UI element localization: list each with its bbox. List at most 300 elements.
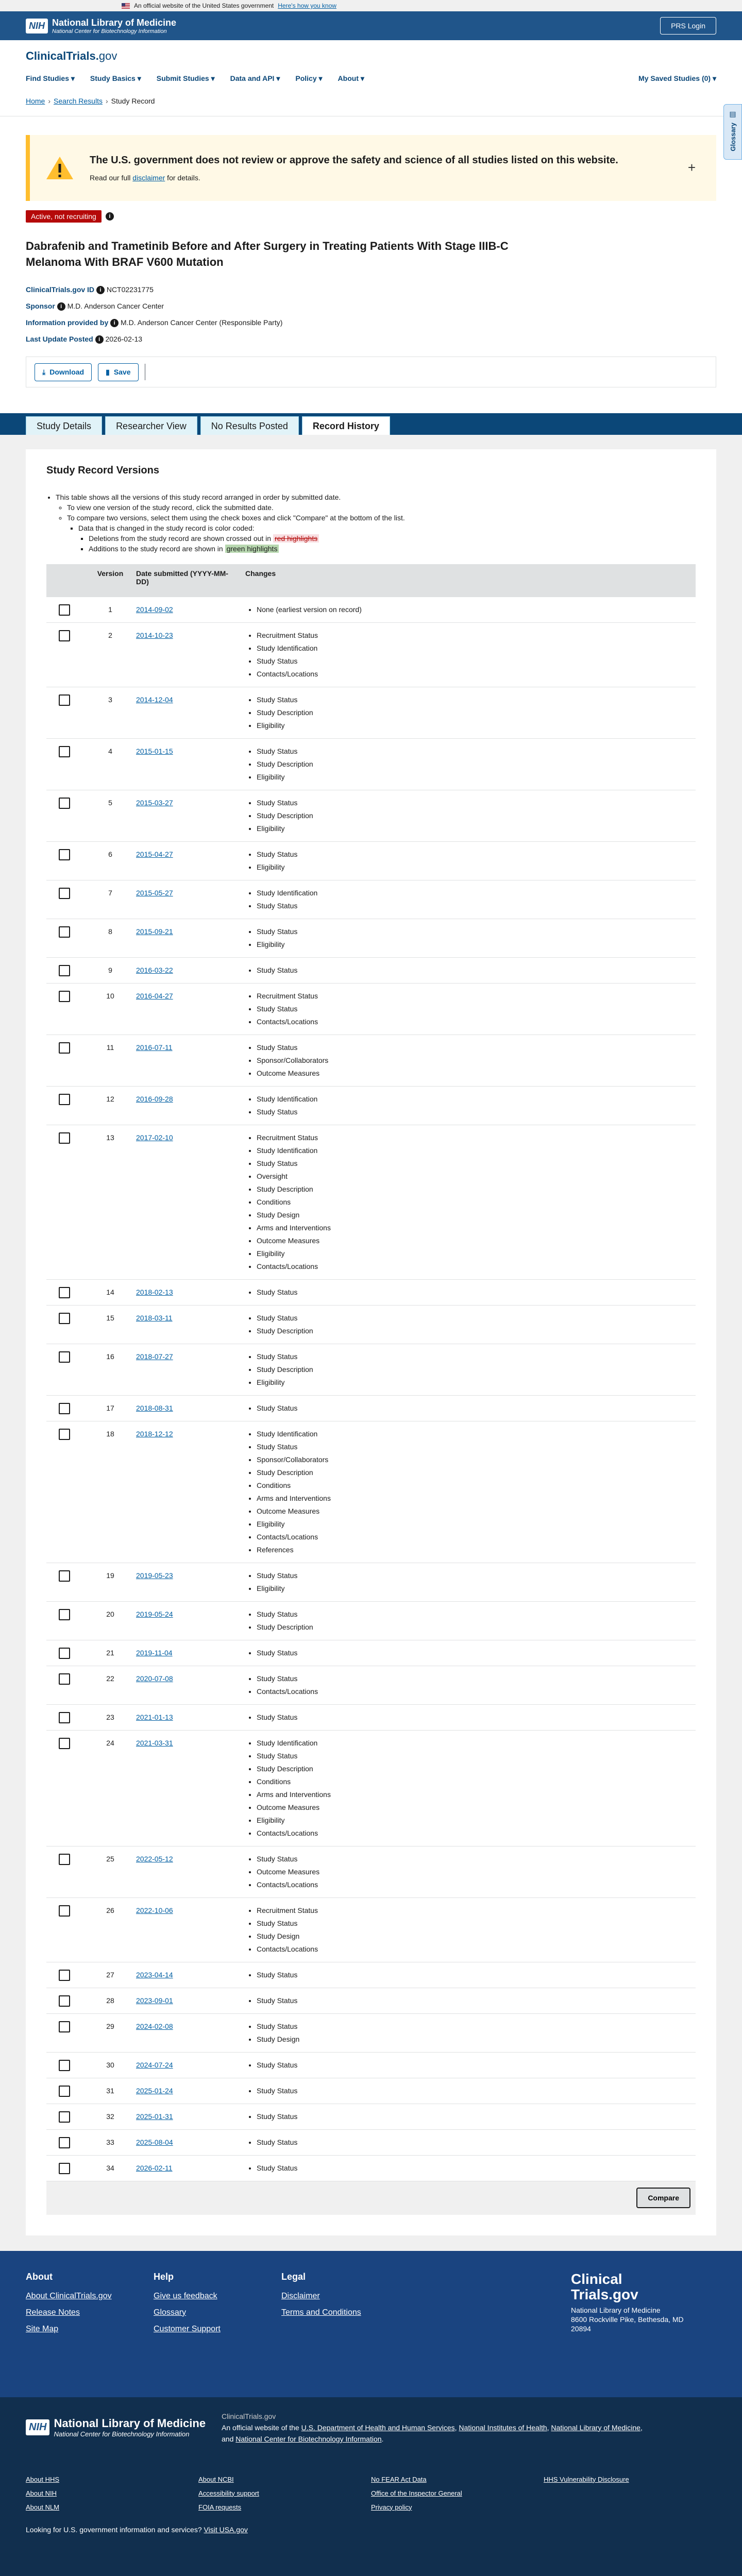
change-item: • Study Status	[257, 1672, 692, 1685]
table-row	[46, 622, 696, 687]
version-date-link[interactable]: 2022-05-12	[136, 1855, 173, 1863]
date-cell	[132, 1305, 241, 1344]
warning-icon	[45, 156, 74, 180]
footer-heading: About	[26, 2272, 154, 2282]
changes-cell	[241, 1846, 696, 1897]
nih-logo[interactable]	[26, 18, 176, 35]
version-checkbox[interactable]	[59, 965, 70, 976]
date-cell	[132, 1125, 241, 1279]
change-item: • Study Status	[257, 2084, 692, 2097]
change-item: • Study Status	[257, 925, 692, 938]
date-cell	[132, 1704, 241, 1730]
change-item: • Recruitment Status	[257, 1131, 692, 1144]
disclaimer-link[interactable]: disclaimer	[132, 174, 165, 182]
change-item: • Study Status	[257, 655, 692, 668]
ncbi-link[interactable]: National Center for Biotechnology Information	[235, 2435, 381, 2443]
checkbox-cell	[46, 597, 89, 622]
version-date-link[interactable]: 2014-09-02	[136, 605, 173, 614]
version-checkbox[interactable]	[59, 1132, 70, 1144]
table-row	[46, 1279, 696, 1305]
nav-about[interactable]: About ▾	[338, 74, 364, 83]
changes-cell	[241, 2052, 696, 2078]
versions-table-body	[46, 597, 696, 2181]
change-item: • Eligibility	[257, 1518, 692, 1531]
table-row	[46, 1897, 696, 1962]
version-checkbox[interactable]	[59, 1712, 70, 1723]
nih-nlm-logo[interactable]	[26, 2411, 206, 2445]
change-item: • Study Status	[257, 2059, 692, 2072]
change-item: • Eligibility	[257, 1247, 692, 1260]
change-item: • Study Description	[257, 706, 692, 719]
footer-link[interactable]: No FEAR Act Data	[371, 2476, 544, 2483]
nav-find-studies[interactable]: Find Studies ▾	[26, 74, 75, 83]
note: ◦ To compare two versions, select them using the check boxes and click "Compare" at the bottom of the list. ▪ Data that is changed in the study record is color coded: ▪ Deletions from the study record are shown crossed out in red highlights ▪ Additions to the study record are shown in green highlights	[67, 513, 696, 554]
version-date-link[interactable]: 2024-02-08	[136, 2022, 173, 2030]
version-date-link[interactable]: 2018-12-12	[136, 1430, 173, 1438]
footer-link[interactable]: FOIA requests	[198, 2503, 371, 2511]
version-checkbox[interactable]	[59, 2137, 70, 2148]
nih-link[interactable]: National Institutes of Health	[459, 2424, 547, 2432]
version-checkbox[interactable]	[59, 926, 70, 938]
change-item: • Study Status	[257, 1402, 692, 1415]
status-badge: Active, not recruiting	[26, 210, 102, 223]
version-checkbox[interactable]	[59, 1609, 70, 1620]
hhs-link[interactable]: U.S. Department of Health and Human Services	[301, 2424, 455, 2432]
green-highlight-sample: green highlights	[225, 545, 279, 553]
change-item: • Study Identification	[257, 1144, 692, 1157]
change-item: • Oversight	[257, 1170, 692, 1183]
version-checkbox[interactable]	[59, 1287, 70, 1298]
change-item: • Outcome Measures	[257, 1505, 692, 1518]
table-row	[46, 1421, 696, 1563]
change-item: • Study Description	[257, 1466, 692, 1479]
change-item: • Conditions	[257, 1196, 692, 1209]
footer-link[interactable]: Glossary	[154, 2308, 281, 2317]
tab-record-history[interactable]: Record History	[302, 416, 390, 435]
version-number: 12	[89, 1086, 132, 1125]
agency-links	[26, 2476, 716, 2517]
changes-cell	[241, 1897, 696, 1962]
version-number: 8	[89, 919, 132, 957]
version-number: 21	[89, 1640, 132, 1666]
checkbox-cell	[46, 1086, 89, 1125]
date-cell	[132, 1344, 241, 1395]
version-date-link[interactable]: 2016-04-27	[136, 992, 173, 1000]
version-checkbox[interactable]	[59, 1673, 70, 1685]
alert-text: Read our full disclaimer for details.	[90, 174, 618, 182]
change-item: • Study Status	[257, 1994, 692, 2007]
version-number: 16	[89, 1344, 132, 1395]
version-checkbox[interactable]	[59, 1738, 70, 1749]
checkbox-cell	[46, 622, 89, 687]
version-number: 24	[89, 1730, 132, 1846]
version-checkbox[interactable]	[59, 2021, 70, 2032]
footer-link[interactable]: About HHS	[26, 2476, 198, 2483]
sponsor-value: M.D. Anderson Cancer Center	[68, 302, 164, 310]
version-checkbox[interactable]	[59, 1648, 70, 1659]
footer-link[interactable]: Disclaimer	[281, 2292, 409, 2301]
date-cell	[132, 1601, 241, 1640]
change-item: • Sponsor/Collaborators	[257, 1054, 692, 1067]
changes-cell	[241, 790, 696, 841]
ncbi-subtitle: National Center for Biotechnology Information	[54, 2430, 206, 2438]
version-checkbox[interactable]	[59, 2111, 70, 2123]
changes-cell	[241, 1563, 696, 1601]
and-text: and	[222, 2435, 235, 2443]
tab-no-results-posted[interactable]: No Results Posted	[200, 416, 299, 435]
version-date-link[interactable]: 2018-08-31	[136, 1404, 173, 1412]
changes-cell	[241, 880, 696, 919]
download-button[interactable]: ⤓ Download	[35, 363, 92, 381]
version-date-link[interactable]: 2017-02-10	[136, 1133, 173, 1142]
version-number: 10	[89, 983, 132, 1035]
change-item: • Study Status	[257, 1440, 692, 1453]
version-checkbox[interactable]	[59, 1854, 70, 1865]
download-icon: ⤓	[42, 368, 45, 377]
checkbox-cell	[46, 2013, 89, 2052]
change-item: • Outcome Measures	[257, 1067, 692, 1080]
version-checkbox[interactable]	[59, 1042, 70, 1054]
table-row	[46, 880, 696, 919]
version-checkbox[interactable]	[59, 1429, 70, 1440]
study-tabs	[0, 413, 742, 435]
checkbox-cell	[46, 1988, 89, 2013]
change-item: • Study Status	[257, 796, 692, 809]
tab-study-details[interactable]: Study Details	[26, 416, 102, 435]
version-date-link[interactable]: 2020-07-08	[136, 1674, 173, 1683]
change-item: • Study Description	[257, 1762, 692, 1775]
change-item: • Study Status	[257, 1917, 692, 1930]
site-name: ClinicalTrials.gov	[222, 2411, 643, 2422]
date-cell	[132, 1563, 241, 1601]
version-date-link[interactable]: 2025-01-31	[136, 2112, 173, 2121]
site-header	[0, 40, 742, 116]
version-date-link[interactable]: 2015-03-27	[136, 799, 173, 807]
sponsor-label: Sponsor	[26, 302, 55, 310]
note: ◦ To view one version of the study record, click the submitted date.	[67, 502, 696, 513]
ct-logo[interactable]	[26, 49, 716, 63]
change-item: • Study Status	[257, 1003, 692, 1015]
version-date-link[interactable]: 2016-07-11	[136, 1043, 173, 1052]
brand-tail: gov	[99, 49, 117, 62]
version-checkbox[interactable]	[59, 2086, 70, 2097]
version-number: 13	[89, 1125, 132, 1279]
gov-banner-text: An official website of the United States government	[134, 2, 274, 9]
footer-col-about	[26, 2272, 154, 2341]
change-item: • Contacts/Locations	[257, 668, 692, 681]
version-checkbox[interactable]	[59, 1094, 70, 1105]
study-title: Dabrafenib and Trametinib Before and After Surgery in Treating Patients With Stage IIIB-C Melanoma With BRAF V600 Mutation	[26, 238, 562, 270]
site-footer	[0, 2251, 742, 2397]
version-number: 31	[89, 2078, 132, 2104]
version-date-link[interactable]: 2021-01-13	[136, 1713, 173, 1721]
version-date-link[interactable]: 2025-08-04	[136, 2138, 173, 2146]
change-item: • Study Description	[257, 1325, 692, 1337]
date-cell	[132, 1421, 241, 1563]
changes-cell	[241, 2013, 696, 2052]
agency-footer	[0, 2397, 742, 2576]
change-item: • Contacts/Locations	[257, 1531, 692, 1544]
version-checkbox[interactable]	[59, 991, 70, 1002]
table-row	[46, 738, 696, 790]
history-notes	[46, 492, 696, 554]
change-item: • Study Status	[257, 1608, 692, 1621]
changes-column-header: Changes	[241, 564, 696, 597]
version-checkbox[interactable]	[59, 694, 70, 706]
version-checkbox[interactable]	[59, 1995, 70, 2007]
nav-submit-studies[interactable]: Submit Studies ▾	[157, 74, 215, 83]
version-number: 6	[89, 841, 132, 880]
table-row	[46, 2052, 696, 2078]
change-item: • Study Description	[257, 1621, 692, 1634]
nav-data-api[interactable]: Data and API ▾	[230, 74, 280, 83]
change-item: • Eligibility	[257, 771, 692, 784]
changes-cell	[241, 983, 696, 1035]
table-row	[46, 841, 696, 880]
date-cell	[132, 687, 241, 738]
breadcrumb-search-results[interactable]: Search Results	[54, 97, 103, 105]
footer-col-help	[154, 2272, 281, 2341]
version-checkbox[interactable]	[59, 888, 70, 899]
change-item: • Study Identification	[257, 1093, 692, 1106]
date-cell	[132, 738, 241, 790]
date-cell	[132, 1846, 241, 1897]
change-item: • Eligibility	[257, 861, 692, 874]
change-item: • Arms and Interventions	[257, 1492, 692, 1505]
version-date-link[interactable]: 2023-04-14	[136, 1971, 173, 1979]
change-item: • Arms and Interventions	[257, 1222, 692, 1234]
version-number: 29	[89, 2013, 132, 2052]
study-meta	[26, 281, 716, 347]
change-item: • Outcome Measures	[257, 1234, 692, 1247]
footer-link[interactable]: About ClinicalTrials.gov	[26, 2292, 154, 2301]
change-item: • Study Status	[257, 1106, 692, 1118]
change-item: • Sponsor/Collaborators	[257, 1453, 692, 1466]
agency-info: ClinicalTrials.gov An official website of the U.S. Department of Health and Human Services, National Institutes of Health, National Library of Medicine, and National Center for Biotechnology Information.	[222, 2411, 643, 2445]
version-checkbox[interactable]	[59, 2060, 70, 2071]
footer-heading: Help	[154, 2272, 281, 2282]
version-checkbox[interactable]	[59, 746, 70, 757]
version-number: 26	[89, 1897, 132, 1962]
compare-bar	[46, 2181, 696, 2215]
version-date-link[interactable]: 2021-03-31	[136, 1739, 173, 1747]
checkbox-cell	[46, 880, 89, 919]
breadcrumb-current: Study Record	[111, 97, 155, 105]
breadcrumb-home[interactable]: Home	[26, 97, 45, 105]
checkbox-cell	[46, 1125, 89, 1279]
change-item: • Outcome Measures	[257, 1801, 692, 1814]
nav-policy[interactable]: Policy ▾	[295, 74, 322, 83]
ncbi-subtitle: National Center for Biotechnology Information	[52, 28, 176, 35]
checkbox-cell	[46, 1563, 89, 1601]
version-checkbox[interactable]	[59, 630, 70, 641]
change-item: • Contacts/Locations	[257, 1827, 692, 1840]
version-number: 19	[89, 1563, 132, 1601]
checkbox-cell	[46, 2129, 89, 2155]
footer-link[interactable]: Privacy policy	[371, 2503, 544, 2511]
version-checkbox[interactable]	[59, 2163, 70, 2174]
version-date-link[interactable]: 2016-09-28	[136, 1095, 173, 1103]
book-icon: ▤	[729, 110, 736, 118]
checkbox-cell	[46, 1704, 89, 1730]
change-item: • Recruitment Status	[257, 990, 692, 1003]
version-checkbox[interactable]	[59, 1313, 70, 1324]
checkbox-cell	[46, 957, 89, 983]
note: ▪ Additions to the study record are shown in green highlights	[89, 544, 696, 554]
change-item: • Study Status	[257, 848, 692, 861]
change-item: • Study Status	[257, 900, 692, 912]
table-row	[46, 1035, 696, 1086]
version-date-link[interactable]: 2018-03-11	[136, 1314, 173, 1322]
table-row	[46, 790, 696, 841]
checkbox-cell	[46, 2155, 89, 2181]
version-checkbox[interactable]	[59, 1970, 70, 1981]
table-row	[46, 1125, 696, 1279]
glossary-tab[interactable]	[723, 104, 742, 160]
table-row	[46, 1962, 696, 1988]
version-date-link[interactable]: 2026-02-11	[136, 2164, 173, 2172]
info-icon[interactable]: i	[106, 212, 114, 221]
bookmark-icon: ▮	[106, 368, 110, 377]
version-date-link[interactable]: 2019-11-04	[136, 1649, 173, 1657]
version-date-link[interactable]: 2022-10-06	[136, 1906, 173, 1914]
version-checkbox[interactable]	[59, 1403, 70, 1414]
version-date-link[interactable]: 2015-05-27	[136, 889, 173, 897]
version-date-link[interactable]: 2023-09-01	[136, 1996, 173, 2005]
change-item: • Study Status	[257, 1647, 692, 1659]
info-icon[interactable]: i	[96, 286, 105, 294]
checkbox-cell	[46, 2078, 89, 2104]
table-row	[46, 1988, 696, 2013]
nlm-link[interactable]: National Library of Medicine	[551, 2424, 640, 2432]
footer-link[interactable]: About NLM	[26, 2503, 198, 2511]
change-item: • Study Status	[257, 1350, 692, 1363]
date-cell	[132, 1395, 241, 1421]
nav-saved-studies[interactable]: My Saved Studies (0) ▾	[638, 74, 716, 83]
checkbox-cell	[46, 687, 89, 738]
footer-link[interactable]: Terms and Conditions	[281, 2308, 409, 2317]
info-icon[interactable]: i	[110, 319, 119, 327]
version-number: 28	[89, 1988, 132, 2013]
info-icon[interactable]: i	[57, 302, 65, 311]
table-row	[46, 1086, 696, 1125]
version-number: 27	[89, 1962, 132, 1988]
version-date-link[interactable]: 2019-05-24	[136, 1610, 173, 1618]
info-icon[interactable]: i	[95, 335, 104, 344]
version-number: 34	[89, 2155, 132, 2181]
checkbox-cell	[46, 1395, 89, 1421]
change-item: • Study Status	[257, 1853, 692, 1866]
version-checkbox[interactable]	[59, 604, 70, 616]
table-row	[46, 1730, 696, 1846]
footer-link[interactable]: About NIH	[26, 2489, 198, 2497]
footer-heading: Legal	[281, 2272, 409, 2282]
footer-address-1: National Library of Medicine	[571, 2306, 684, 2315]
change-item: • Study Identification	[257, 1737, 692, 1750]
table-row	[46, 1666, 696, 1704]
change-item: • Study Status	[257, 1969, 692, 1981]
versions-table	[46, 564, 696, 2181]
version-number: 11	[89, 1035, 132, 1086]
change-item: • Study Status	[257, 1041, 692, 1054]
version-date-link[interactable]: 2019-05-23	[136, 1571, 173, 1580]
change-item: • Contacts/Locations	[257, 1260, 692, 1273]
footer-link[interactable]: HHS Vulnerability Disclosure	[544, 2476, 716, 2483]
checkbox-cell	[46, 1962, 89, 1988]
version-checkbox[interactable]	[59, 849, 70, 860]
checkbox-cell	[46, 1421, 89, 1563]
footer-link[interactable]: Office of the Inspector General	[371, 2489, 544, 2497]
date-cell	[132, 790, 241, 841]
change-item: • Study Status	[257, 2162, 692, 2175]
footer-link[interactable]: Give us feedback	[154, 2292, 281, 2301]
us-flag-icon	[122, 3, 130, 9]
change-item: • Study Status	[257, 1286, 692, 1299]
date-cell	[132, 1035, 241, 1086]
checkbox-cell	[46, 1305, 89, 1344]
checkbox-cell	[46, 841, 89, 880]
change-item: • References	[257, 1544, 692, 1556]
version-checkbox[interactable]	[59, 1570, 70, 1582]
tab-researcher-view[interactable]: Researcher View	[105, 416, 197, 435]
version-checkbox[interactable]	[59, 1351, 70, 1363]
date-cell	[132, 1897, 241, 1962]
version-date-link[interactable]: 2018-02-13	[136, 1288, 173, 1296]
version-date-link[interactable]: 2016-03-22	[136, 966, 173, 974]
usa-gov-link[interactable]: Visit USA.gov	[204, 2526, 248, 2534]
version-number: 23	[89, 1704, 132, 1730]
footer-link[interactable]: About NCBI	[198, 2476, 371, 2483]
heres-how-you-know-link[interactable]: Here's how you know	[278, 2, 336, 9]
version-date-link[interactable]: 2025-01-24	[136, 2087, 173, 2095]
version-number: 5	[89, 790, 132, 841]
version-date-link[interactable]: 2014-12-04	[136, 696, 173, 704]
footer-link[interactable]: Site Map	[26, 2325, 154, 2334]
version-checkbox[interactable]	[59, 1905, 70, 1917]
version-date-link[interactable]: 2015-09-21	[136, 927, 173, 936]
version-date-link[interactable]: 2024-07-24	[136, 2061, 173, 2069]
nav-study-basics[interactable]: Study Basics ▾	[90, 74, 141, 83]
change-item: • Study Design	[257, 1209, 692, 1222]
version-date-link[interactable]: 2015-04-27	[136, 850, 173, 858]
footer-link[interactable]: Accessibility support	[198, 2489, 371, 2497]
footer-link[interactable]: Customer Support	[154, 2325, 281, 2334]
checkbox-cell	[46, 790, 89, 841]
table-header	[46, 564, 696, 597]
table-row	[46, 687, 696, 738]
version-date-link[interactable]: 2014-10-23	[136, 631, 173, 639]
changes-cell	[241, 1640, 696, 1666]
change-item: • Study Status	[257, 1157, 692, 1170]
prs-login-button[interactable]: PRS Login	[660, 17, 716, 35]
id-value: NCT02231775	[107, 285, 154, 294]
section-heading: Study Record Versions	[46, 465, 696, 477]
version-date-link[interactable]: 2015-01-15	[136, 747, 173, 755]
change-item: • Study Status	[257, 1711, 692, 1724]
expand-icon[interactable]: +	[688, 160, 696, 176]
compare-button[interactable]: Compare	[636, 2188, 690, 2208]
change-item: • Contacts/Locations	[257, 1685, 692, 1698]
change-item: • Study Identification	[257, 887, 692, 900]
footer-link[interactable]: Release Notes	[26, 2308, 154, 2317]
version-date-link[interactable]: 2018-07-27	[136, 1352, 173, 1361]
table-row	[46, 919, 696, 957]
change-item: • None (earliest version on record)	[257, 603, 692, 616]
save-button[interactable]: ▮ Save	[98, 363, 138, 381]
version-checkbox[interactable]	[59, 798, 70, 809]
change-item: • Study Identification	[257, 1428, 692, 1440]
version-column-header: Version	[89, 564, 132, 597]
